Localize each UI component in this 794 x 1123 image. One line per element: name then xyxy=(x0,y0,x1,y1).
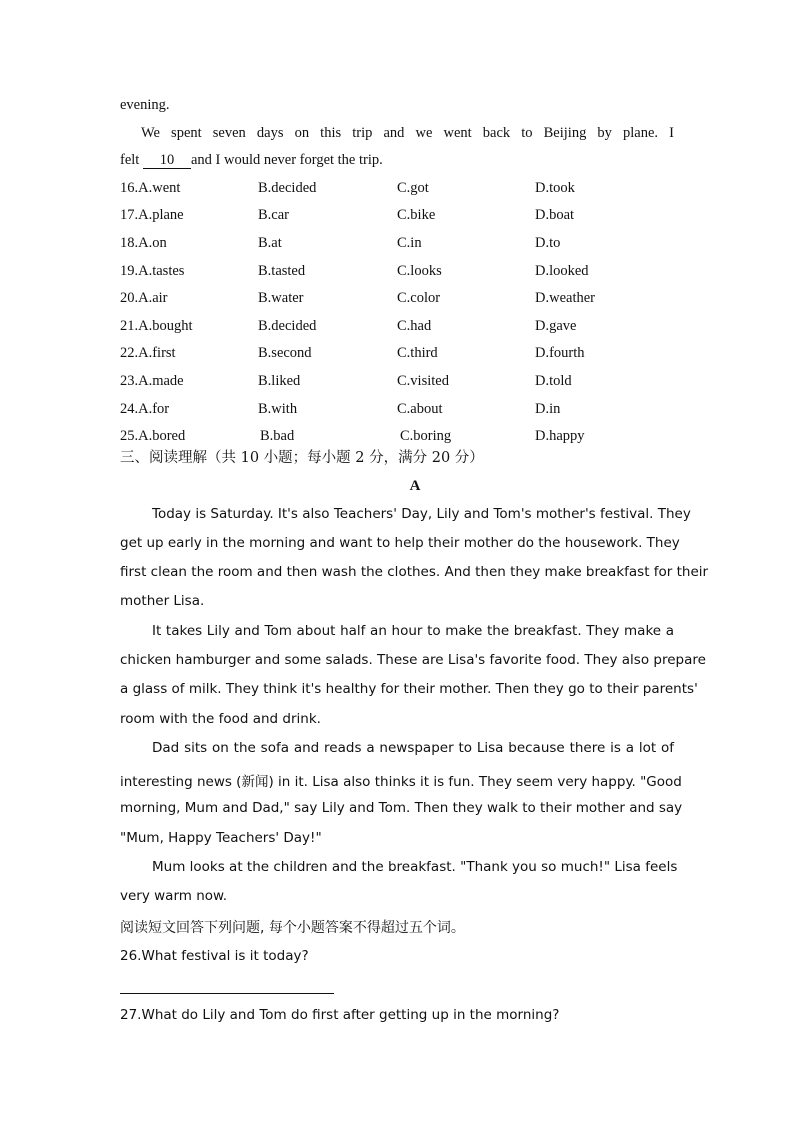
option-c: C.boring xyxy=(400,428,452,444)
option-b: B.with xyxy=(258,401,298,417)
option-a: 16.A.went xyxy=(120,180,181,196)
option-a: 17.A.plane xyxy=(120,207,184,223)
answer-line-26[interactable] xyxy=(120,993,334,994)
option-b: B.decided xyxy=(258,318,317,334)
option-d: D.gave xyxy=(535,318,577,334)
option-row xyxy=(120,318,680,338)
option-d: D.in xyxy=(535,401,561,417)
option-row xyxy=(120,428,680,448)
option-a: 25.A.bored xyxy=(120,428,186,444)
passage-line: get up early in the morning and want to help their mother do the housework. They xyxy=(120,535,680,551)
option-d: D.fourth xyxy=(535,345,585,361)
option-a: 19.A.tastes xyxy=(120,263,185,279)
option-b: B.at xyxy=(258,235,282,251)
option-c: C.in xyxy=(397,235,422,251)
option-c: C.bike xyxy=(397,207,436,223)
option-d: D.to xyxy=(535,235,561,251)
option-a: 21.A.bought xyxy=(120,318,193,334)
cloze-prev-line: evening. xyxy=(120,97,170,113)
option-c: C.had xyxy=(397,318,432,334)
passage-line: Dad sits on the sofa and reads a newspaper to Lisa because there is a lot of xyxy=(152,740,674,756)
cloze-text-after-blank: and I would never forget the trip. xyxy=(190,152,383,168)
option-c: C.got xyxy=(397,180,429,196)
option-b: B.liked xyxy=(258,373,301,389)
cloze-text-before-blank: felt xyxy=(120,152,140,168)
passage-line: very warm now. xyxy=(120,888,228,904)
option-d: D.weather xyxy=(535,290,595,306)
option-b: B.water xyxy=(258,290,304,306)
option-row xyxy=(120,235,680,255)
option-b: B.tasted xyxy=(258,263,306,279)
option-b: B.decided xyxy=(258,180,317,196)
cloze-para-line1: We spent seven days on this trip and we went back to Beijing by plane. I xyxy=(141,125,674,141)
cloze-blank-10: 10 xyxy=(143,153,191,169)
option-c: C.visited xyxy=(397,373,449,389)
question-instruction: 阅读短文回答下列问题, 每个小题答案不得超过五个词。 xyxy=(120,920,465,936)
passage-line: a glass of milk. They think it's healthy for their mother. Then they go to their parents' xyxy=(120,681,698,697)
passage-line: Mum looks at the children and the breakfast. "Thank you so much!" Lisa feels xyxy=(152,859,678,875)
option-d: D.took xyxy=(535,180,575,196)
option-a: 22.A.first xyxy=(120,345,176,361)
option-b: B.car xyxy=(258,207,289,223)
passage-line: first clean the room and then wash the clothes. And then they make breakfast for their xyxy=(120,564,709,580)
question-26: 26.What festival is it today? xyxy=(120,948,309,964)
passage-line: It takes Lily and Tom about half an hour to make the breakfast. They make a xyxy=(152,623,674,639)
passage-line: Today is Saturday. It's also Teachers' Day, Lily and Tom's mother's festival. They xyxy=(152,506,691,522)
option-d: D.happy xyxy=(535,428,585,444)
question-27: 27.What do Lily and Tom do first after getting up in the morning? xyxy=(120,1007,560,1023)
option-b: B.bad xyxy=(260,428,295,444)
option-row xyxy=(120,345,680,365)
option-d: D.looked xyxy=(535,263,589,279)
option-a: 20.A.air xyxy=(120,290,168,306)
option-a: 18.A.on xyxy=(120,235,167,251)
option-row xyxy=(120,373,680,393)
option-row xyxy=(120,263,680,283)
option-c: C.color xyxy=(397,290,441,306)
option-d: D.boat xyxy=(535,207,575,223)
option-row xyxy=(120,180,680,200)
passage-line: morning, Mum and Dad," say Lily and Tom. Then they walk to their mother and say xyxy=(120,800,683,816)
option-b: B.second xyxy=(258,345,312,361)
passage-line: chicken hamburger and some salads. These are Lisa's favorite food. They also prepare xyxy=(120,652,706,668)
option-row xyxy=(120,290,680,310)
option-a: 24.A.for xyxy=(120,401,170,417)
passage-line: interesting news (新闻) in it. Lisa also thinks it is fun. They seem very happy. "Good xyxy=(120,774,682,790)
option-d: D.told xyxy=(535,373,572,389)
passage-label: A xyxy=(409,478,421,494)
option-a: 23.A.made xyxy=(120,373,184,389)
passage-line: room with the food and drink. xyxy=(120,711,321,727)
cloze-para-line2 xyxy=(120,152,674,169)
option-c: C.looks xyxy=(397,263,442,279)
passage-line: "Mum, Happy Teachers' Day!" xyxy=(120,830,322,846)
section-heading: 三、阅读理解（共 10 小题；每小题 2 分，满分 20 分） xyxy=(120,450,484,466)
option-row xyxy=(120,207,680,227)
passage-line: mother Lisa. xyxy=(120,593,205,609)
option-c: C.about xyxy=(397,401,443,417)
option-c: C.third xyxy=(397,345,438,361)
option-row xyxy=(120,401,680,421)
